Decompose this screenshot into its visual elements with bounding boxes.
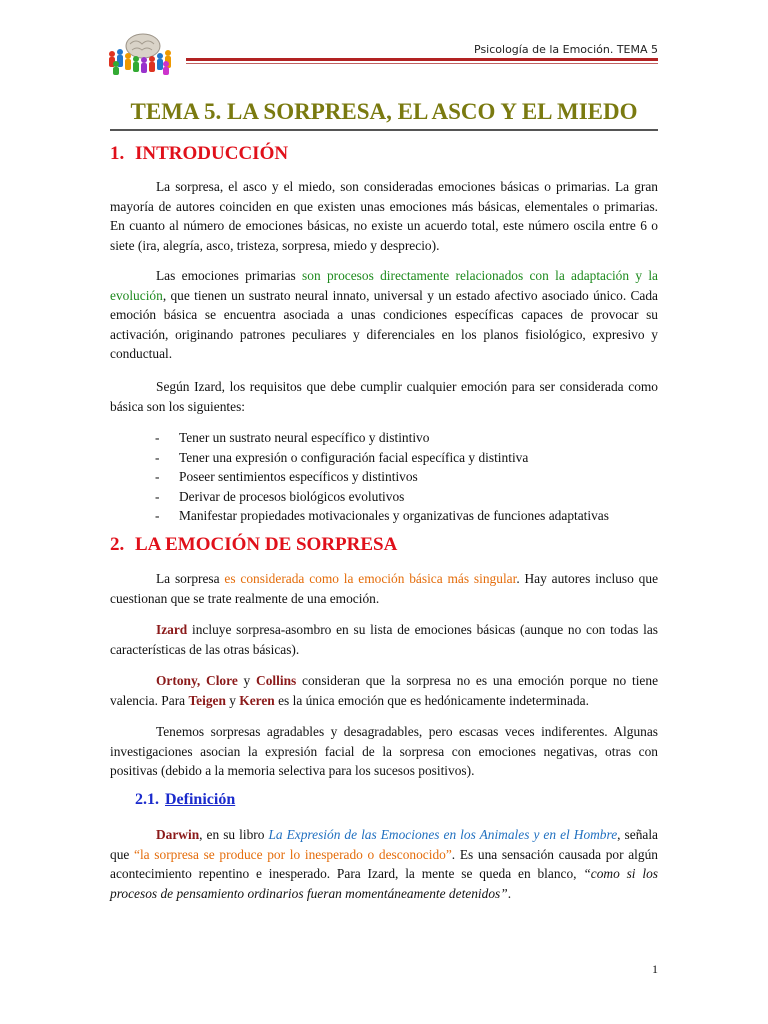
paragraph: La sorpresa, el asco y el miedo, son consideradas emociones básicas o primarias. La gran mayoría de autores coinciden en que existen unas emociones más básicas, elementales o primarias. En cuanto al número de emociones básicas, no existe un acuerdo total, este número oscila entre 6 o siete (ira, alegría, asco, tristeza, sorpresa, miedo y desprecio). xyxy=(110,179,658,253)
quoted-text: “la sorpresa se produce por lo inesperado o desconocido” xyxy=(134,846,452,862)
author-name: Keren xyxy=(239,692,275,708)
brain-with-people-logo xyxy=(106,32,176,76)
author-name: Izard xyxy=(156,622,188,637)
subsection-number: 2.1. xyxy=(135,791,159,808)
subsection-heading-definicion xyxy=(135,791,235,809)
list-item: - Poseer sentimientos específicos y distintivos xyxy=(155,467,675,487)
list-item: - Manifestar propiedades motivacionales y organizativas de funciones adaptativas xyxy=(155,506,675,526)
text-run: . Es una sensación causada por algún acontecimiento repentino e inesperado. Para Izard, la mente se queda en blanco, xyxy=(110,846,658,881)
section-label: INTRODUCCIÓN xyxy=(135,143,289,164)
paragraph xyxy=(110,825,658,903)
paragraph xyxy=(110,671,658,710)
text-run: La sorpresa xyxy=(156,571,225,586)
section-heading-sorpresa xyxy=(110,534,397,556)
quoted-text: “como si los procesos de pensamiento ordinarios fueran momentáneamente detenidos” xyxy=(110,866,658,901)
text-run: es la única emoción que es hedónicamente indeterminada. xyxy=(274,692,589,708)
text-run: , que tienen un sustrato neural innato, universal y un estado afectivo asociado único. Cada emoción básica se encuentra asociada a unas condiciones específicas capaces de provocar su activación, originando patrones peculiares y diferenciales en los planos fisiológico, expresivo y conductual. xyxy=(110,287,658,361)
text-run: , señala que xyxy=(110,827,659,862)
list-item: - Tener un sustrato neural específico y distintivo xyxy=(155,428,675,448)
section-label: LA EMOCIÓN DE SORPRESA xyxy=(135,534,398,555)
text-run: . Hay autores incluso que cuestionan que se trate realmente de una emoción. xyxy=(110,571,659,606)
paragraph xyxy=(110,569,658,608)
subsection-label: Definición xyxy=(165,791,236,808)
title-rule xyxy=(110,129,658,131)
highlighted-text: es considerada como la emoción básica más singular xyxy=(224,571,517,586)
paragraph xyxy=(110,266,658,364)
paragraph xyxy=(110,620,658,659)
document-title: TEMA 5. LA SORPRESA, EL ASCO Y EL MIEDO xyxy=(130,99,638,124)
text-run: , en su libro xyxy=(199,827,269,842)
running-header: Psicología de la Emoción. TEMA 5 xyxy=(474,43,658,56)
section-heading-introduccion xyxy=(110,143,288,165)
highlighted-text: son procesos directamente relacionados con la adaptación y la evolución xyxy=(110,268,658,303)
book-title: La Expresión de las Emociones en los Animales y en el Hombre xyxy=(268,827,618,842)
paragraph: Tenemos sorpresas agradables y desagradables, pero escasas veces indiferentes. Algunas investigaciones asocian la expresión facial de la sorpresa con emociones negativas, otras con positivas (debido a la memoria selectiva para los sucesos positivos). xyxy=(110,724,658,778)
requirements-list xyxy=(155,428,675,526)
list-item: - Derivar de procesos biológicos evolutivos xyxy=(155,487,675,507)
header-rule xyxy=(186,58,658,61)
author-name: Teigen xyxy=(188,692,226,708)
paragraph: Según Izard, los requisitos que debe cumplir cualquier emoción para ser considerada como básica son los siguientes: xyxy=(110,379,658,414)
header-rule-thin xyxy=(186,63,658,64)
text-run: y xyxy=(225,692,240,708)
page-number: 1 xyxy=(652,962,658,976)
text-run: Las emociones primarias xyxy=(156,268,303,283)
text-run: consideran que la sorpresa no es una emoción porque no tiene valencia. Para xyxy=(110,673,659,708)
author-name: Ortony, Clore xyxy=(156,673,238,688)
text-run: . xyxy=(507,885,512,901)
list-item: - Tener una expresión o configuración facial específica y distintiva xyxy=(155,448,675,468)
author-name: Darwin xyxy=(156,827,200,842)
text-run: y xyxy=(237,673,257,688)
section-number: 2. xyxy=(110,534,125,555)
author-name: Collins xyxy=(256,673,297,688)
text-run: incluye sorpresa-asombro en su lista de emociones básicas (aunque no con todas las características de las otras básicas). xyxy=(110,622,658,657)
section-number: 1. xyxy=(110,143,125,164)
